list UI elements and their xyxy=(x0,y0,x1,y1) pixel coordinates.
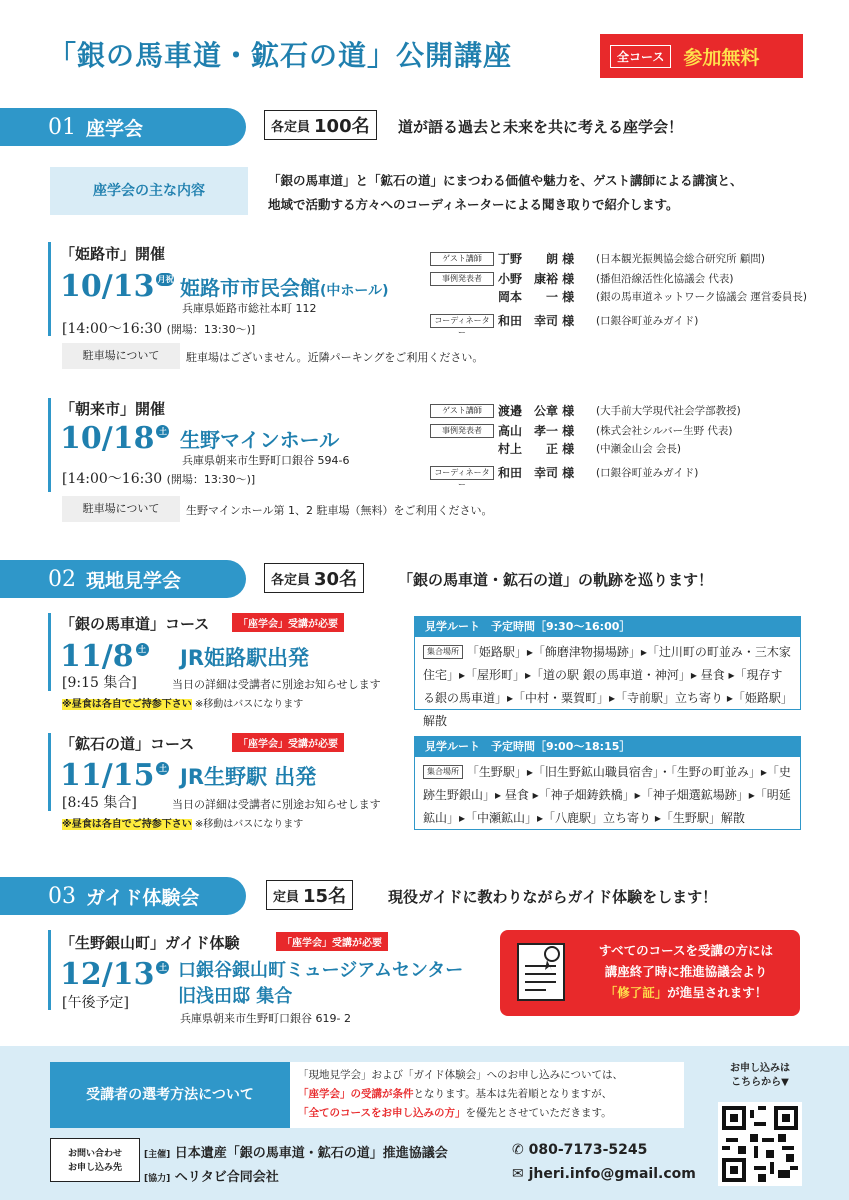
capacity-value: 100名 xyxy=(314,116,370,137)
section-tagline: 道が語る過去と未来を共に考える座学会！ xyxy=(398,118,684,136)
event-time-value: [14:00～16:30 xyxy=(62,321,163,337)
capacity-label: 各定員 xyxy=(271,119,311,135)
content-text-line: 「銀の馬車道」と「鉱石の道」にまつわる価値や魅力を、ゲスト講師による講演と、 xyxy=(268,173,743,188)
weekday-badge: 土 xyxy=(156,961,169,974)
apply-line: こちらから▼ xyxy=(731,1077,789,1088)
lunch-highlight: ※昼食は各自でご持参下さい xyxy=(62,819,192,830)
speaker-name: 丁野 朗 様 xyxy=(498,252,575,266)
certificate-box xyxy=(500,930,800,1016)
cooperator-role: [協力] xyxy=(144,1174,171,1184)
speaker-name: 岡本 一 様 xyxy=(498,290,575,304)
guide-date xyxy=(60,957,169,992)
speaker-name: 村上 正 様 xyxy=(498,442,575,456)
parking-text: 生野マインホール第 1、2 駐車場（無料）をご利用ください。 xyxy=(186,504,493,517)
speaker-affiliation: (中瀬金山会 会長) xyxy=(596,443,682,455)
route-box xyxy=(414,616,801,728)
selection-text xyxy=(290,1062,684,1128)
cooperator-name: ヘリタビ合同会社 xyxy=(174,1170,279,1185)
speaker-affiliation: (株式会社シルバー生野 代表) xyxy=(596,425,733,437)
capacity-label: 各定員 xyxy=(271,572,311,588)
speaker-role: コーディネーター xyxy=(430,466,494,480)
route-header: 見学ルート 予定時間［9:30～16:00］ xyxy=(415,617,800,637)
apply-line: お申し込みは xyxy=(730,1063,790,1074)
speaker-role: ゲスト講師 xyxy=(430,252,494,266)
course-date-value: 11/8 xyxy=(60,639,134,674)
section-tagline: 現役ガイドに教わりながらガイド体験をします！ xyxy=(388,888,718,906)
speaker-role: コーディネーター xyxy=(430,314,494,328)
event-date-value: 10/18 xyxy=(60,421,155,456)
bus-note: ※移動はバスになります xyxy=(194,819,304,830)
contact-label-line: お申し込み先 xyxy=(67,1163,122,1173)
course-date xyxy=(60,758,169,793)
course-date-value: 11/15 xyxy=(60,758,155,793)
speaker-role: ゲスト講師 xyxy=(430,404,494,418)
requirement-badge: 「座学会」受講が必要 xyxy=(232,613,344,632)
weekday-badge: 土 xyxy=(136,643,149,656)
apply-text xyxy=(712,1062,808,1090)
lunch-note xyxy=(62,695,303,710)
capacity-value: 30名 xyxy=(314,569,358,590)
guide-venue-line: 旧浅田邸 集合 xyxy=(178,986,293,1007)
certificate-line: すべてのコースを受講の方には xyxy=(598,943,774,958)
route-body xyxy=(415,637,800,737)
guide-venue xyxy=(178,958,463,1010)
venue-sub: (中ホール) xyxy=(320,283,389,299)
event-time xyxy=(62,468,255,488)
requirement-badge: 「座学会」受講が必要 xyxy=(276,932,388,951)
event-city: 「朝来市」開催 xyxy=(60,400,166,418)
speaker-name: 高山 孝一 様 xyxy=(498,424,575,438)
capacity-box xyxy=(264,563,364,593)
email-contact[interactable] xyxy=(512,1166,696,1182)
speaker-affiliation: (口銀谷町並みガイド) xyxy=(596,467,699,479)
event-venue: 生野マインホール xyxy=(180,428,340,452)
course-departure: JR姫路駅出発 xyxy=(180,646,309,670)
speaker-name: 和田 幸司 様 xyxy=(498,466,575,480)
certificate-text xyxy=(578,940,794,1003)
selection-line: を優先とさせていただきます。 xyxy=(465,1107,612,1119)
content-text xyxy=(268,169,743,217)
phone-number[interactable]: 080-7173-5245 xyxy=(528,1142,648,1158)
meet-time: [9:15 集合] xyxy=(62,675,137,691)
organizer-role: [主催] xyxy=(144,1150,171,1160)
course-title: 「銀の馬車道」コース xyxy=(60,615,210,633)
section-title: 現地見学会 xyxy=(86,569,182,592)
organizer xyxy=(144,1142,448,1161)
certificate-line: が進呈されます！ xyxy=(667,985,768,1000)
accent-bar xyxy=(48,733,51,811)
course-note: 当日の詳細は受講者に別途お知らせします xyxy=(172,798,381,811)
accent-bar xyxy=(48,242,51,336)
event-venue xyxy=(180,272,389,301)
event-city: 「姫路市」開催 xyxy=(60,245,166,263)
guide-venue-line: 口銀谷銀山町ミュージアムセンター xyxy=(178,960,464,981)
section-number: 01 xyxy=(48,114,76,140)
certificate-highlight: 「修了証」 xyxy=(604,985,668,1000)
lunch-highlight: ※昼食は各自でご持参下さい xyxy=(62,699,192,710)
email-address[interactable]: jheri.info@gmail.com xyxy=(528,1166,696,1182)
capacity-label: 定員 xyxy=(273,889,300,905)
speaker-role: 事例発表者 xyxy=(430,272,494,286)
parking-label: 駐車場について xyxy=(62,343,180,369)
route-text: 「生野駅」▸「旧生野鉱山職員宿舎」・「生野の町並み」▸「史跡生野銀山」▸ 昼食 ▸「神子畑鋳鉄橋」▸「神子畑選鉱場跡」▸「明延鉱山」▸「中瀬鉱山」▸「八鹿駅」立ち寄り ▸「生野駅」解散 xyxy=(423,765,791,825)
selection-label: 受講者の選考方法について xyxy=(50,1062,290,1128)
organizer-name: 日本遺産「銀の馬車道・鉱石の道」推進協議会 xyxy=(174,1146,448,1161)
content-text-line: 地域で活動する方々へのコーディネーターによる聞き取りで紹介します。 xyxy=(268,197,679,212)
selection-highlight: 「座学会」の受講が条件 xyxy=(298,1088,414,1100)
selection-highlight: 「全てのコースをお申し込みの方」 xyxy=(298,1107,466,1119)
mail-icon: ✉ xyxy=(512,1166,524,1182)
event-open-time: (開場：13:30～)] xyxy=(166,473,256,486)
guide-address: 兵庫県朝来市生野町口銀谷 619- 2 xyxy=(180,1012,351,1025)
route-header: 見学ルート 予定時間［9:00～18:15］ xyxy=(415,737,800,757)
route-body xyxy=(415,757,800,834)
section-number: 03 xyxy=(48,883,76,909)
section-02-header xyxy=(0,560,246,598)
contact-label-line: お問い合わせ xyxy=(67,1149,122,1159)
certificate-line: 講座終了時に推進協議会より xyxy=(604,964,768,979)
course-note: 当日の詳細は受講者に別途お知らせします xyxy=(172,678,381,691)
speaker-name: 小野 康裕 様 xyxy=(498,272,575,286)
speaker-affiliation: (銀の馬車道ネットワーク協議会 運営委員長) xyxy=(596,291,808,303)
meet-time: [8:45 集合] xyxy=(62,795,137,811)
selection-line: 「現地見学会」および「ガイド体験会」へのお申し込みについては、 xyxy=(298,1069,623,1081)
speaker-role: 事例発表者 xyxy=(430,424,494,438)
section-01-header xyxy=(0,108,246,146)
event-time xyxy=(62,318,255,338)
contact-label xyxy=(50,1138,140,1182)
event-date-value: 10/13 xyxy=(60,269,155,304)
capacity-box xyxy=(264,110,377,140)
requirement-badge: 「座学会」受講が必要 xyxy=(232,733,344,752)
free-badge-label: 参加無料 xyxy=(683,46,760,69)
event-address: 兵庫県姫路市総社本町 112 xyxy=(182,302,317,315)
event-time-value: [14:00～16:30 xyxy=(62,471,163,487)
course-departure: JR生野駅 出発 xyxy=(180,765,317,789)
guide-date-value: 12/13 xyxy=(60,957,155,992)
event-open-time: (開場：13:30～)] xyxy=(166,323,256,336)
event-address: 兵庫県朝来市生野町口銀谷 594-6 xyxy=(182,454,350,467)
section-title: 座学会 xyxy=(86,117,144,140)
speaker-affiliation: (播但沿線活性化協議会 代表) xyxy=(596,273,734,285)
parking-text: 駐車場はございません。近隣パーキングをご利用ください。 xyxy=(186,351,484,364)
weekday-badge: 土 xyxy=(156,762,169,775)
section-tagline: 「銀の馬車道・鉱石の道」の軌跡を巡ります！ xyxy=(398,571,714,589)
guide-time: [午後予定] xyxy=(62,995,129,1011)
capacity-value: 15名 xyxy=(303,886,347,907)
section-number: 02 xyxy=(48,566,76,592)
weekday-badge: 土 xyxy=(156,425,169,438)
bus-note: ※移動はバスになります xyxy=(194,699,304,710)
speaker-affiliation: (口銀谷町並みガイド) xyxy=(596,315,699,327)
guide-title: 「生野銀山町」ガイド体験 xyxy=(60,934,240,952)
meet-label: 集合場所 xyxy=(423,645,463,659)
qr-code-icon[interactable] xyxy=(718,1102,802,1186)
cooperator xyxy=(144,1166,279,1185)
speaker-affiliation: (日本観光振興協会総合研究所 顧問) xyxy=(596,253,766,265)
event-date xyxy=(60,421,169,456)
content-label: 座学会の主な内容 xyxy=(50,167,248,215)
phone-icon: ✆ xyxy=(512,1142,524,1158)
free-badge xyxy=(600,34,803,78)
accent-bar xyxy=(48,398,51,492)
page-title: 「銀の馬車道・鉱石の道」公開講座 xyxy=(48,39,513,72)
parking-label: 駐車場について xyxy=(62,496,180,522)
accent-bar xyxy=(48,613,51,691)
weekday-badge: 月祝 xyxy=(157,275,174,284)
course-date xyxy=(60,639,149,674)
route-text: 「姫路駅」▸「飾磨津物揚場跡」▸「辻川町の町並み・三木家住宅」▸「屋形町」▸「道の駅 銀の馬車道・神河」▸ 昼食 ▸「現存する銀の馬車道」▸「中村・粟賀町」▸「寺前駅」立ち寄り ▸「姫路駅」解散 xyxy=(423,645,791,728)
section-title: ガイド体験会 xyxy=(86,886,200,909)
event-date xyxy=(60,269,174,304)
venue-name: 姫路市市民会館 xyxy=(180,276,320,300)
free-badge-course: 全コース xyxy=(610,45,671,68)
accent-bar xyxy=(48,930,51,1010)
meet-label: 集合場所 xyxy=(423,765,463,779)
route-box xyxy=(414,736,801,830)
phone-contact[interactable] xyxy=(512,1142,647,1158)
section-03-header xyxy=(0,877,246,915)
certificate-icon xyxy=(512,940,574,1006)
speaker-affiliation: (大手前大学現代社会学部教授) xyxy=(596,405,741,417)
capacity-box xyxy=(266,880,353,910)
course-title: 「鉱石の道」コース xyxy=(60,735,195,753)
speaker-name: 渡邉 公章 様 xyxy=(498,404,575,418)
speaker-name: 和田 幸司 様 xyxy=(498,314,575,328)
lunch-note xyxy=(62,815,303,830)
selection-line: となります。基本は先着順となりますが、 xyxy=(413,1088,613,1100)
